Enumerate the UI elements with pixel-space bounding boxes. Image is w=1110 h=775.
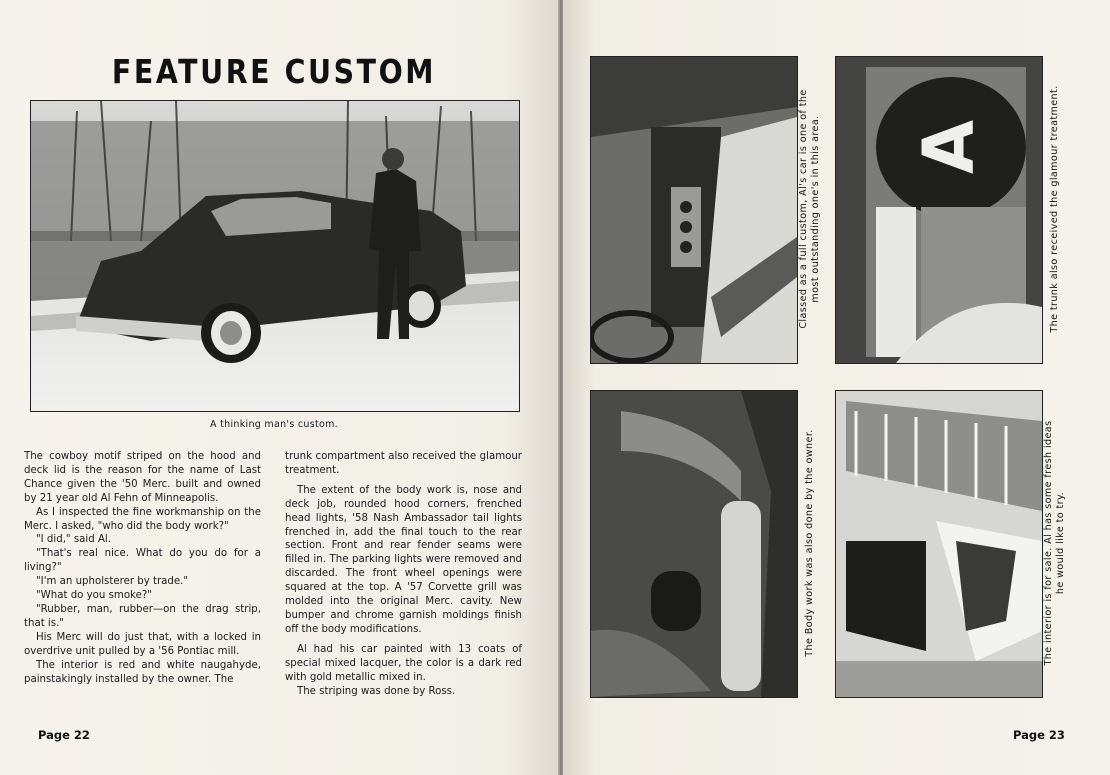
article-column-2 (285, 450, 522, 698)
car-photo (30, 100, 520, 412)
car-photo-image (31, 101, 519, 411)
photo-caption-vertical: Classed as a full custom, Al's car is one of the most outstanding one's in this area. (797, 89, 821, 329)
headline: FEATURE CUSTOM (111, 52, 437, 91)
article-paragraph: The interior is red and white naugahyde, painstakingly installed by the owner. The (24, 659, 261, 685)
trunk-photo (835, 56, 1043, 364)
taillight-photo (590, 390, 798, 698)
article-paragraph: Al had his car painted with 13 coats of special mixed lacquer, the color is a dark red with gold metallic mixed in. (285, 643, 522, 683)
article-paragraph: The striping was done by Ross. (297, 685, 456, 697)
article-paragraph: The cowboy motif striped on the hood and deck lid is the reason for the name of Last Chance given the '50 Merc. built and owned by 21 year old Al Fehn of Minneapolis. (24, 451, 261, 504)
svg-text:A: A (908, 119, 990, 175)
article-paragraph: "I'm an upholsterer by trade." (36, 576, 189, 588)
trunk-photo-image (836, 57, 1042, 363)
article-paragraph: "I did," said Al. (36, 534, 111, 546)
article-paragraph: The extent of the body work is, nose and deck job, rounded hood corners, frenched head lights, '58 Nash Ambassador tail lights frenched in, add the final touch to the rear section. Front and rear fender seams were filled in. The parking lights were removed and discarded. The front wheel openings were squared at the top. A '57 Corvette grill was molded into the original Merc. cavity. New bumper and chrome garnish moldings finish off the body modifications. (285, 484, 522, 635)
photo-caption: A thinking man's custom. (209, 419, 339, 430)
interior-photo (835, 390, 1043, 698)
article-paragraph: "What do you smoke?" (36, 590, 152, 602)
photo-caption-vertical: The trunk also received the glamour treatment. (1048, 85, 1060, 333)
dashboard-photo (590, 56, 798, 364)
photo-caption-vertical: The interior is for sale. Al has some fresh ideas he would like to try. (1042, 420, 1066, 666)
right-page (563, 0, 1110, 775)
article-paragraph: As I inspected the fine workmanship on the Merc. I asked, "who did the body work?" (24, 506, 261, 532)
dashboard-photo-image (591, 57, 797, 363)
page-number: Page 23 (1013, 728, 1065, 742)
taillight-photo-image (591, 391, 797, 697)
article-paragraph: His Merc will do just that, with a locked in overdrive unit pulled by a '56 Pontiac mill. (24, 631, 261, 657)
photo-caption-vertical: The Body work was also done by the owner. (803, 429, 815, 657)
article-paragraph: trunk compartment also received the glamour treatment. (285, 451, 522, 476)
interior-photo-image (836, 391, 1042, 697)
article-paragraph: "That's real nice. What do you do for a living?" (24, 548, 261, 574)
page-number: Page 22 (38, 728, 90, 742)
article-column-1 (24, 450, 261, 686)
article-paragraph: "Rubber, man, rubber—on the drag strip, that is." (24, 603, 261, 629)
